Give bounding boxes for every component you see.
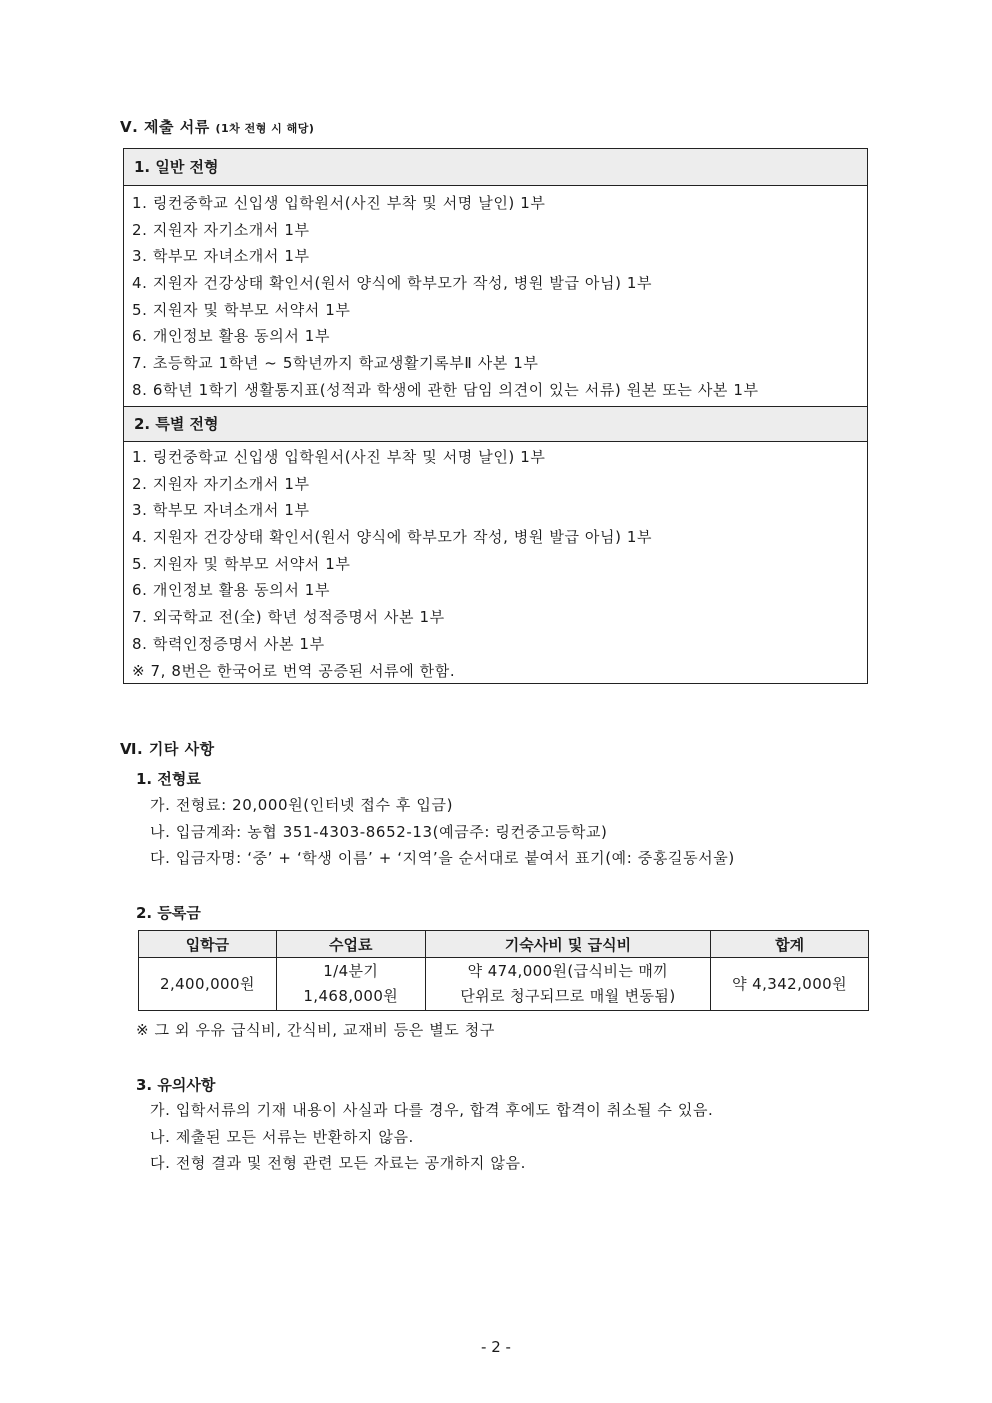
general-track-list	[124, 186, 867, 406]
list-item: 2. 지원자 자기소개서 1부	[132, 474, 310, 493]
list-item: 8. 6학년 1학기 생활통지표(성적과 학생에 관한 담임 의견이 있는 서류) 원본 또는 사본 1부	[132, 380, 759, 399]
list-item: 가. 입학서류의 기재 내용이 사실과 다를 경우, 합격 후에도 합격이 취소될 수 있음.	[150, 1101, 714, 1119]
notice-list	[150, 1097, 713, 1177]
table-header: 합계	[711, 931, 869, 958]
list-item: 7. 초등학교 1학년 ~ 5학년까지 학교생활기록부Ⅱ 사본 1부	[132, 354, 539, 373]
documents-box	[123, 148, 868, 684]
table-header: 기숙사비 및 급식비	[425, 931, 710, 958]
class-fee-period: 1/4분기	[323, 962, 379, 980]
general-track-heading: 1. 일반 전형	[124, 149, 867, 186]
list-item: 2. 지원자 자기소개서 1부	[132, 220, 310, 239]
list-item: 3. 학부모 자녀소개서 1부	[132, 501, 310, 520]
section5-title-text: Ⅴ. 제출 서류	[120, 118, 210, 136]
table-header-row	[139, 931, 869, 958]
dorm-fee-line2: 단위로 청구되므로 매월 변동됨)	[460, 987, 676, 1005]
list-item: 1. 링컨중학교 신입생 입학원서(사진 부착 및 서명 날인) 1부	[132, 194, 546, 212]
special-track-list	[124, 442, 867, 686]
tuition-note: ※ 그 외 우유 급식비, 간식비, 교재비 등은 별도 청구	[136, 1021, 495, 1039]
table-row	[139, 958, 869, 1011]
fee-heading: 1. 전형료	[136, 770, 201, 788]
list-item: 5. 지원자 및 학부모 서약서 1부	[132, 300, 351, 319]
table-header: 입학금	[139, 931, 277, 958]
dorm-meal-fee-cell	[425, 958, 710, 1011]
special-track-heading: 2. 특별 전형	[124, 406, 867, 442]
class-fee-cell	[276, 958, 425, 1011]
page-number: - 2 -	[481, 1338, 511, 1356]
list-item: 다. 전형 결과 및 전형 관련 모든 자료는 공개하지 않음.	[150, 1154, 526, 1172]
list-item: 8. 학력인정증명서 사본 1부	[132, 634, 325, 653]
list-item: 1. 링컨중학교 신입생 입학원서(사진 부착 및 서명 날인) 1부	[132, 448, 546, 466]
list-item: 4. 지원자 건강상태 확인서(원서 양식에 학부모가 작성, 병원 발급 아님) 1부	[132, 528, 653, 547]
list-item: 7. 외국학교 전(全) 학년 성적증명서 사본 1부	[132, 608, 445, 627]
list-item: 3. 학부모 자녀소개서 1부	[132, 247, 310, 266]
class-fee-amount: 1,468,000원	[303, 987, 399, 1005]
tuition-table	[138, 930, 869, 1011]
list-item-note: ※ 7, 8번은 한국어로 번역 공증된 서류에 한함.	[132, 661, 456, 680]
table-header: 수업료	[276, 931, 425, 958]
dorm-fee-line1: 약 474,000원(급식비는 매끼	[467, 962, 669, 980]
section5-title	[120, 116, 314, 137]
list-item: 다. 입금자명: ‘중’ + ‘학생 이름’ + ‘지역’을 순서대로 붙여서 표기(예: 중홍길동서울)	[150, 849, 735, 867]
list-item: 4. 지원자 건강상태 확인서(원서 양식에 학부모가 작성, 병원 발급 아님) 1부	[132, 274, 653, 293]
total-fee-cell: 약 4,342,000원	[711, 958, 869, 1011]
section6-title: Ⅵ. 기타 사항	[120, 740, 215, 758]
list-item: 가. 전형료: 20,000원(인터넷 접수 후 입금)	[150, 796, 454, 814]
list-item: 6. 개인정보 활용 동의서 1부	[132, 327, 331, 346]
section5-title-note: (1차 전형 시 해당)	[215, 122, 315, 135]
list-item: 나. 입금계좌: 농협 351-4303-8652-13(예금주: 링컨중고등학교)	[150, 822, 608, 841]
fee-list	[150, 792, 735, 872]
notice-heading: 3. 유의사항	[136, 1076, 216, 1094]
list-item: 5. 지원자 및 학부모 서약서 1부	[132, 554, 351, 573]
list-item: 6. 개인정보 활용 동의서 1부	[132, 581, 331, 600]
list-item: 나. 제출된 모든 서류는 반환하지 않음.	[150, 1127, 414, 1146]
entrance-fee-cell: 2,400,000원	[139, 958, 277, 1011]
tuition-heading: 2. 등록금	[136, 904, 201, 922]
